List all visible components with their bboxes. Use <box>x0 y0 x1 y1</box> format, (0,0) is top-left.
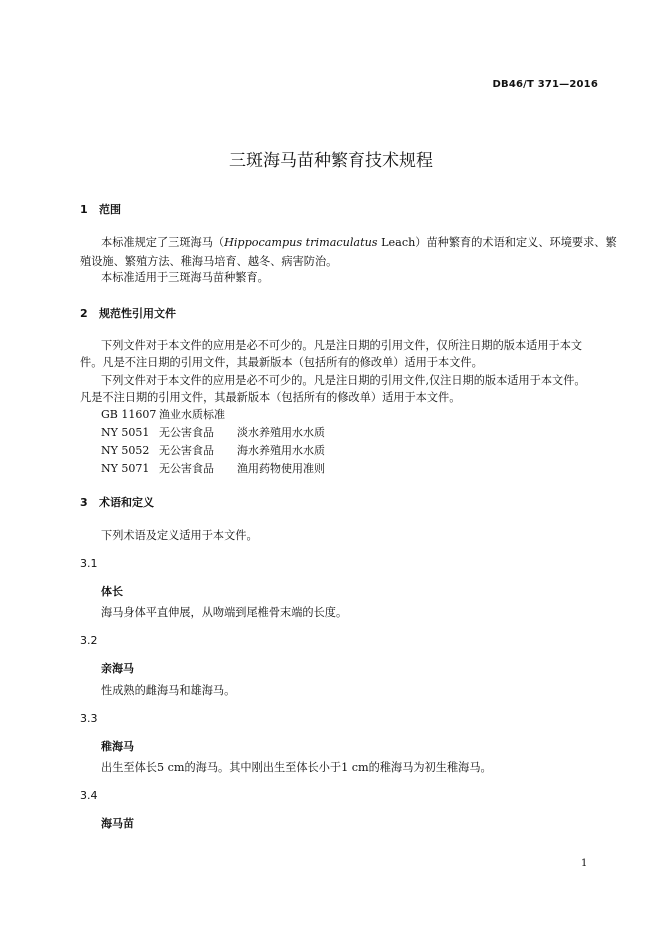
reference-title: 无公害食品 <box>159 462 214 475</box>
reference-item <box>101 406 225 422</box>
document-title: 三斑海马苗种繁育技术规程 <box>229 151 433 171</box>
subsection-number: 3.1 <box>80 557 98 570</box>
reference-item <box>101 460 325 476</box>
reference-title: 渔业水质标准 <box>159 408 225 421</box>
term-name: 亲海马 <box>101 662 134 675</box>
page-number: 1 <box>581 858 588 869</box>
term-definition: 性成熟的雌海马和雄海马。 <box>101 684 236 697</box>
section-number: 1 <box>80 203 88 216</box>
section-2-paragraph-2-line-2: 凡是不注日期的引用文件，其最新版本（包括所有的修改单）适用于本文件。 <box>80 391 461 404</box>
reference-item <box>101 424 325 440</box>
reference-code: GB 11607 <box>101 408 157 421</box>
term-name: 海马苗 <box>101 817 134 830</box>
subsection-number: 3.4 <box>80 789 98 802</box>
section-1-paragraph-1-line-1 <box>101 233 617 252</box>
term-name: 体长 <box>101 585 123 598</box>
section-number: 2 <box>80 307 88 320</box>
reference-item <box>101 442 325 458</box>
species-name-italic: Hippocampus trimaculatus <box>224 236 378 249</box>
reference-code: NY 5052 <box>101 444 150 457</box>
section-1-paragraph-2: 本标准适用于三斑海马苗种繁育。 <box>101 271 269 284</box>
reference-code: NY 5071 <box>101 462 150 475</box>
subsection-number: 3.3 <box>80 712 98 725</box>
term-definition: 海马身体平直伸展，从吻端到尾椎骨末端的长度。 <box>101 606 348 619</box>
section-title: 范围 <box>99 203 121 216</box>
reference-code: NY 5051 <box>101 426 150 439</box>
text-run: 本标准规定了三斑海马（ <box>101 236 225 249</box>
section-title: 术语和定义 <box>99 496 154 509</box>
section-1-paragraph-1-line-2: 殖设施、繁殖方法、稚海马培育、越冬、病害防治。 <box>80 255 338 268</box>
reference-title: 无公害食品 <box>159 444 214 457</box>
section-2-paragraph-2-line-1: 下列文件对于本文件的应用是必不可少的。凡是注日期的引用文件,仅注日期的版本适用于本文件。 <box>101 374 586 387</box>
section-number: 3 <box>80 496 88 509</box>
section-3-heading <box>80 494 154 510</box>
section-2-paragraph-1-line-2: 件。凡是不注日期的引用文件，其最新版本（包括所有的修改单）适用于本文件。 <box>80 356 483 369</box>
subsection-number: 3.2 <box>80 634 98 647</box>
term-name: 稚海马 <box>101 740 134 753</box>
term-definition: 出生至体长5 cm的海马。其中刚出生至体长小于1 cm的稚海马为初生稚海马。 <box>101 761 492 774</box>
section-2-paragraph-1-line-1: 下列文件对于本文件的应用是必不可少的。凡是注日期的引用文件，仅所注日期的版本适用于本文 <box>101 339 583 352</box>
reference-title: 无公害食品 <box>159 426 214 439</box>
text-run: Leach）苗种繁育的术语和定义、环境要求、繁 <box>377 236 617 249</box>
reference-subtitle: 海水养殖用水水质 <box>237 444 325 457</box>
section-1-heading <box>80 201 121 217</box>
reference-subtitle: 淡水养殖用水水质 <box>237 426 325 439</box>
section-title: 规范性引用文件 <box>99 307 176 320</box>
reference-subtitle: 渔用药物使用准则 <box>237 462 325 475</box>
section-2-heading <box>80 305 176 321</box>
section-3-intro: 下列术语及定义适用于本文件。 <box>101 529 258 542</box>
standard-code: DB46/T 371—2016 <box>492 79 598 90</box>
